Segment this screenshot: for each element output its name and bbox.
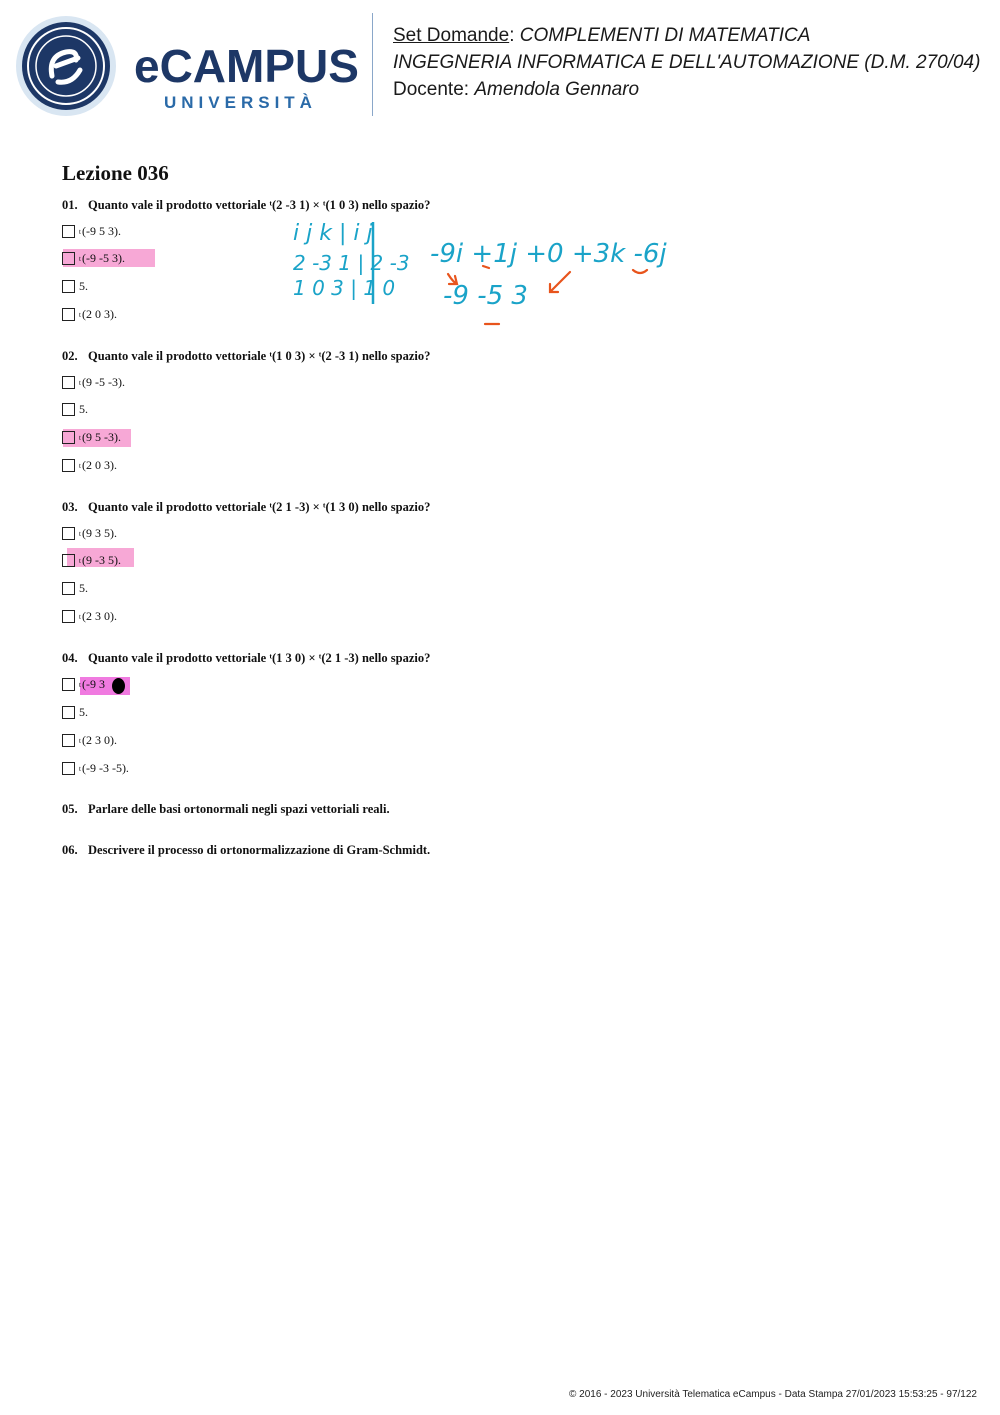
checkbox[interactable]: [62, 252, 75, 265]
option[interactable]: t (9 3 5).: [62, 526, 117, 541]
question-02: 02. Quanto vale il prodotto vettoriale ᵗ(1 0 3) × ᵗ(2 -3 1) nello spazio?: [62, 349, 431, 363]
ecampus-logo: [14, 14, 359, 119]
page-footer: © 2016 - 2023 Università Telematica eCampus - Data Stampa 27/01/2023 15:53:25 - 97/122: [569, 1389, 977, 1400]
hw-matrix-row3: 1 0 3 | 1 0: [293, 276, 396, 300]
option[interactable]: t (9 5 -3).: [62, 430, 121, 445]
teacher-name: Amendola Gennaro: [474, 79, 640, 100]
option[interactable]: t (-9 -5 3).: [62, 251, 125, 266]
checkbox[interactable]: [62, 582, 75, 595]
option[interactable]: t (-9 -3 -5).: [62, 761, 129, 776]
option[interactable]: 5.: [62, 705, 88, 720]
question-04: 04. Quanto vale il prodotto vettoriale ᵗ(1 3 0) × ᵗ(2 1 -3) nello spazio?: [62, 651, 431, 665]
degree-name: INGEGNERIA INFORMATICA E DELL'AUTOMAZIONE (D.M. 270/04): [393, 52, 981, 73]
checkbox[interactable]: [62, 225, 75, 238]
hw-expansion: -9i +1j +0 +3k -6j: [430, 239, 667, 269]
teacher-label: Docente:: [393, 79, 475, 100]
checkbox[interactable]: [62, 376, 75, 389]
ink-blot: [112, 678, 125, 694]
checkbox[interactable]: [62, 678, 75, 691]
checkbox[interactable]: [62, 554, 75, 567]
hw-matrix-row2: 2 -3 1 | 2 -3: [293, 251, 410, 275]
option[interactable]: 5.: [62, 402, 88, 417]
question-05: 05. Parlare delle basi ortonormali negli spazi vettoriali reali.: [62, 802, 390, 816]
question-03: 03. Quanto vale il prodotto vettoriale ᵗ(2 1 -3) × ᵗ(1 3 0) nello spazio?: [62, 500, 431, 514]
handwritten-calculation: [285, 212, 685, 332]
option[interactable]: t (9 -5 -3).: [62, 375, 125, 390]
document-header: Set Domande: COMPLEMENTI DI MATEMATICA INGEGNERIA INFORMATICA E DELL'AUTOMAZIONE (D.M. 270/04) Docente: Amendola Gennaro: [393, 25, 981, 100]
hw-matrix-row1: i j k | i j: [293, 221, 373, 246]
option[interactable]: t (-9 3: [62, 677, 105, 692]
checkbox[interactable]: [62, 280, 75, 293]
checkbox[interactable]: [62, 527, 75, 540]
option[interactable]: t (-9 5 3).: [62, 224, 121, 239]
option[interactable]: t (2 0 3).: [62, 458, 117, 473]
option[interactable]: 5.: [62, 279, 88, 294]
option[interactable]: t (2 3 0).: [62, 609, 117, 624]
option[interactable]: t (2 3 0).: [62, 733, 117, 748]
option[interactable]: t (9 -3 5).: [62, 553, 121, 568]
checkbox[interactable]: [62, 403, 75, 416]
option[interactable]: t (2 0 3).: [62, 307, 117, 322]
header-divider: [372, 13, 373, 116]
checkbox[interactable]: [62, 762, 75, 775]
checkbox[interactable]: [62, 610, 75, 623]
set-label: Set Domande: [393, 25, 510, 46]
checkbox[interactable]: [62, 459, 75, 472]
question-06: 06. Descrivere il processo di ortonormalizzazione di Gram-Schmidt.: [62, 843, 431, 857]
hw-result: -9 -5 3: [443, 281, 528, 311]
logo-subtitle: UNIVERSITÀ: [164, 93, 317, 112]
lesson-title: Lezione 036: [62, 161, 169, 185]
question-01: 01. Quanto vale il prodotto vettoriale ᵗ(2 -3 1) × ᵗ(1 0 3) nello spazio?: [62, 198, 431, 212]
course-name: COMPLEMENTI DI MATEMATICA: [519, 25, 811, 46]
option[interactable]: 5.: [62, 581, 88, 596]
checkbox[interactable]: [62, 308, 75, 321]
logo-word: eCAMPUS: [134, 40, 359, 92]
checkbox[interactable]: [62, 734, 75, 747]
checkbox[interactable]: [62, 706, 75, 719]
checkbox[interactable]: [62, 431, 75, 444]
